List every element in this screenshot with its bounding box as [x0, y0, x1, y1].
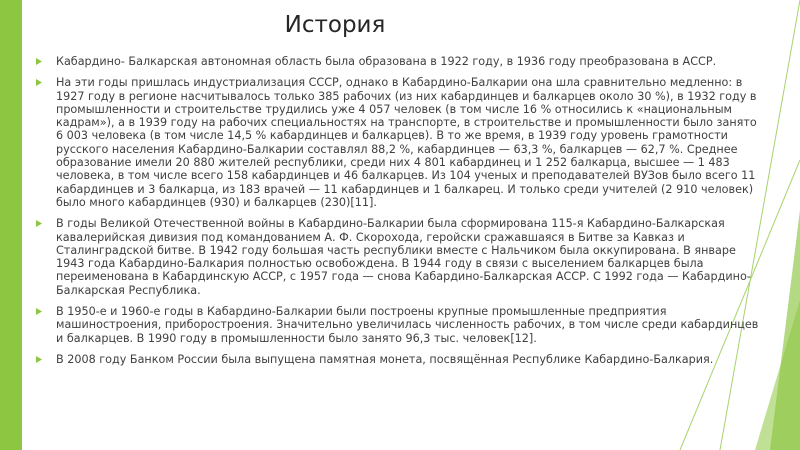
triangle-bullet-icon [36, 79, 42, 86]
triangle-bullet-icon [36, 356, 42, 363]
left-accent-band [0, 0, 22, 450]
list-item [36, 217, 764, 297]
bullet-text: На эти годы пришлась индустриализация СССР, однако в Кабардино-Балкарии она шла сравнительно медленно: в 1927 году в регионе насчитывалось только 385 рабочих (из них кабардинцев и балкарцев около 30 %), в 1932 году в промышленности и строительстве трудились уже 4 057 человек (в том числе 16 % относились к «национальным кадрам»), а в 1939 году на рабочих специальностях на транспорте, в строительстве и промышленности было занято 6 003 человека (в том числе 14,5 % кабардинцев и балкарцев). В то же время, в 1939 году уровень грамотности русского населения Кабардино-Балкарии составлял 88,2 %, кабардинцев — 63,3 %, балкарцев — 62,7 %. Среднее образование имели 20 880 жителей республики, среди них 4 801 кабардинец и 1 252 балкарца, высшее — 1 483 человека, в том числе всего 158 кабардинцев и 46 балкарцев. Из 104 ученых и преподавателей ВУЗов было всего 11 кабардинцев и 3 балкарца, из 183 врачей — 11 кабардинцев и 1 балкарец. И только среди учителей (2 910 человек) было много кабардинцев (930) и балкарцев (230)[11]. [56, 76, 757, 209]
bullet-text: В 1950-е и 1960-е годы в Кабардино-Балкарии были построены крупные промышленные предприятия машиностроения, приборостроения. Значительно увеличилась численность рабочих, в том числе среди кабардинцев и балкарцев. В 1990 году в промышленности было занято 96,3 тыс. человек[12]. [56, 305, 759, 345]
list-item [36, 55, 764, 68]
bullet-text: Кабардино- Балкарская автономная область была образована в 1922 году, в 1936 году преобразована в АССР. [56, 55, 717, 68]
triangle-bullet-icon [36, 58, 42, 65]
bullet-list [36, 55, 764, 374]
list-item [36, 305, 764, 345]
list-item [36, 76, 764, 209]
triangle-bullet-icon [36, 220, 42, 227]
slide-title: История [284, 12, 386, 38]
bullet-text: В годы Великой Отечественной войны в Кабардино-Балкарии была сформирована 115-я Кабардино-Балкарская кавалерийская дивизия под командованием А. Ф. Скорохода, геройски сражавшаяся в Битве за Кавказ и Сталинградской битве. В 1942 году большая часть республики вместе с Нальчиком была оккупирована. В январе 1943 года Кабардино-Балкария полностью освобождена. В 1944 году в связи с выселением балкарцев была переименована в Кабардинскую АССР, с 1957 года — снова Кабардино-Балкарская АССР. С 1992 года — Кабардино-Балкарская Республика. [56, 217, 751, 297]
list-item [36, 353, 764, 366]
bullet-text: В 2008 году Банком России была выпущена памятная монета, посвящённая Республике Кабардино-Балкария. [56, 352, 714, 366]
triangle-bullet-icon [36, 308, 42, 315]
